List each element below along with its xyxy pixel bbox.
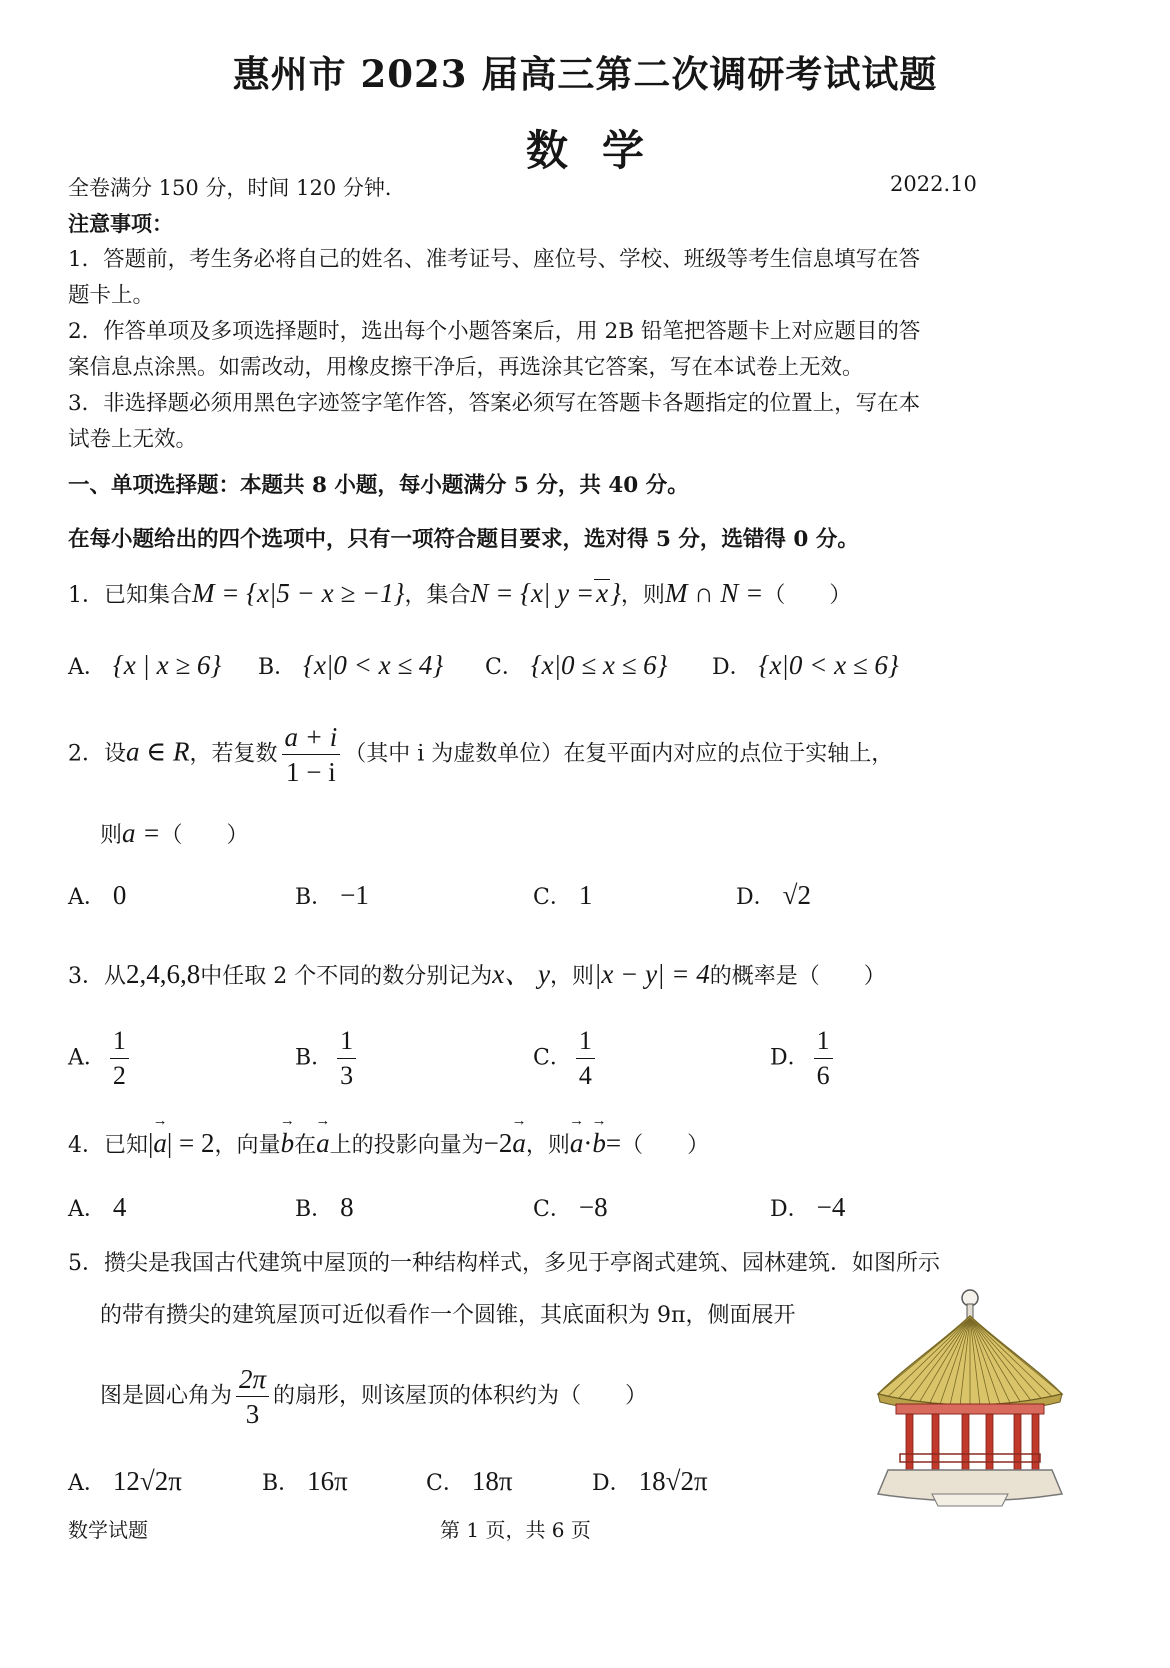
q4-stem: 在 — [294, 1133, 317, 1158]
option-label: C． — [426, 1471, 465, 1496]
q4-vector-b: → b — [592, 1128, 606, 1159]
option-value: 8 — [340, 1192, 354, 1222]
section-instruction: 在每小题给出的四个选项中，只有一项符合题目要求，选对得 5 分，选错得 0 分。 — [68, 527, 859, 552]
option-value: 18π — [471, 1466, 513, 1496]
q3-option-a[interactable] — [68, 1026, 133, 1091]
q2-stem: （其中 i 为虚数单位）在复平面内对应的点位于实轴上， — [344, 741, 894, 767]
q5-option-a[interactable] — [68, 1466, 182, 1497]
fraction-numerator: 1 — [110, 1026, 129, 1059]
q4-paren: （ ） — [621, 1133, 710, 1158]
q2-option-a[interactable] — [68, 880, 126, 911]
option-label: A． — [68, 1471, 106, 1496]
q3-option-d[interactable] — [770, 1026, 837, 1091]
q4-vector-b: → b — [281, 1128, 295, 1159]
q4-vector-a: → a — [512, 1128, 526, 1159]
q3-stem: 的概率是 — [709, 964, 798, 989]
option-label: B． — [295, 1197, 334, 1222]
question-5: 5．攒尖是我国古代建筑中屋顶的一种结构样式，多见于亭阁式建筑、园林建筑．如图所示 — [68, 1251, 941, 1276]
option-value: 4 — [112, 1192, 127, 1222]
q2-fraction — [282, 722, 341, 787]
fraction-denominator: 4 — [578, 1061, 592, 1090]
q2-stem: 则 — [100, 823, 123, 848]
option-value: 16π — [307, 1466, 348, 1496]
option-label: C． — [485, 655, 524, 680]
fraction-numerator: 1 — [337, 1026, 356, 1059]
q1-set-n: N = {x| y = — [470, 578, 595, 608]
option-label: D． — [770, 1045, 810, 1071]
option-label: A． — [68, 1045, 106, 1071]
q2-option-c[interactable] — [533, 880, 592, 911]
q4-vector-a: → a — [570, 1128, 584, 1159]
notice-line: 3．非选择题必须用黑色字迹签字笔作答，答案必须写在答题卡各题指定的位置上，写在本 — [68, 391, 921, 416]
q2-expr: a = — [122, 818, 161, 848]
q5-option-c[interactable] — [426, 1466, 512, 1497]
q3-paren: （ ） — [797, 964, 886, 989]
option-value: −4 — [816, 1192, 846, 1222]
question-2 — [68, 722, 893, 787]
option-label: A． — [68, 1197, 106, 1222]
option-fraction — [337, 1026, 356, 1091]
q4-option-c[interactable] — [533, 1192, 608, 1223]
option-label: C． — [533, 1045, 572, 1071]
q4-stem: 上的投影向量为 — [329, 1133, 484, 1158]
subject-title: 数学 — [525, 126, 678, 175]
pavilion-illustration — [870, 1282, 1070, 1510]
option-label: D． — [712, 655, 752, 680]
q3-vars: x、 y — [492, 959, 550, 989]
q4-vector-a: → a — [153, 1128, 167, 1159]
option-fraction — [110, 1026, 129, 1091]
q4-stem: ，则 — [525, 1133, 570, 1158]
exam-date: 2022.10 — [890, 172, 977, 196]
option-label: B． — [295, 885, 334, 910]
option-label: C． — [533, 1197, 572, 1222]
question-5-line3 — [100, 1364, 647, 1429]
eave-beam — [896, 1404, 1044, 1414]
q3-option-c[interactable] — [533, 1026, 599, 1091]
q1-sqrt-x: x — [596, 578, 609, 608]
q1-stem: ，集合 — [404, 583, 471, 608]
q2-stem: ，若复数 — [189, 741, 278, 767]
option-value: 0 — [112, 880, 127, 910]
q1-stem: ，则 — [620, 583, 665, 608]
option-value: √2 — [782, 880, 811, 910]
section-title: 一、单项选择题：本题共 8 小题，每小题满分 5 分，共 40 分。 — [68, 473, 689, 498]
q5-stem: 的扇形，则该屋顶的体积约为 — [273, 1383, 560, 1409]
q4-stem: 4．已知 — [68, 1133, 148, 1158]
q1-set-m: M = {x|5 − x ≥ −1} — [192, 578, 405, 608]
q5-stem: 图是圆心角为 — [100, 1383, 233, 1409]
question-3 — [68, 952, 886, 991]
option-label: B． — [262, 1471, 301, 1496]
q4-option-a[interactable] — [68, 1192, 126, 1223]
option-value: −1 — [340, 880, 369, 910]
option-label: D． — [770, 1197, 810, 1222]
page-number: 第 1 页，共 6 页 — [440, 1518, 591, 1542]
q4-dot: · — [583, 1128, 593, 1158]
option-label: B． — [295, 1045, 334, 1071]
q1-paren: （ ） — [763, 583, 852, 608]
q2-cond: a ∈ R — [126, 736, 190, 767]
option-value: 18√2π — [638, 1466, 708, 1496]
fraction-denominator: 2 — [112, 1061, 126, 1090]
base-steps — [932, 1494, 1008, 1506]
option-fraction — [814, 1026, 833, 1091]
q1-expr: M ∩ N = — [664, 578, 764, 608]
fraction-numerator: a + i — [282, 722, 341, 755]
notice-line: 题卡上。 — [68, 283, 155, 308]
fraction-denominator: 3 — [245, 1399, 260, 1429]
q1-option-b[interactable] — [258, 650, 443, 681]
q3-stem: ，则 — [549, 964, 594, 989]
option-value: {x|0 ≤ x ≤ 6} — [530, 650, 668, 680]
exam-title: 惠州市 2023 届高三第二次调研考试试题 — [232, 52, 938, 96]
q3-stem: 3．从 — [68, 964, 126, 989]
q1-set-n-close: } — [610, 578, 621, 608]
option-label: B． — [258, 655, 297, 680]
q5-fraction — [236, 1364, 269, 1429]
q2-paren: （ ） — [160, 823, 249, 848]
notice-line: 试卷上无效。 — [68, 427, 198, 452]
option-value: {x|0 < x ≤ 4} — [303, 650, 444, 680]
option-label: A． — [68, 655, 106, 680]
option-label: D． — [736, 885, 776, 910]
option-value: {x | x ≥ 6} — [112, 650, 222, 680]
question-2-line2 — [100, 818, 249, 849]
q4-cond: | = 2 — [166, 1128, 215, 1158]
q3-option-b[interactable] — [295, 1026, 360, 1091]
option-value: 12√2π — [112, 1466, 182, 1496]
q1-option-a[interactable] — [68, 650, 221, 681]
q3-expr: |x − y| = 4 — [593, 959, 710, 989]
option-label: A． — [68, 885, 106, 910]
q4-vector-a: → a — [316, 1128, 330, 1159]
fraction-numerator: 1 — [814, 1026, 833, 1059]
q2-option-d[interactable] — [736, 880, 811, 911]
notice-line: 2．作答单项及多项选择题时，选出每个小题答案后，用 2B 铅笔把答题卡上对应题目的答 — [68, 319, 921, 344]
fraction-denominator: 1 − i — [286, 757, 336, 787]
option-fraction — [576, 1026, 595, 1091]
option-value: −8 — [578, 1192, 608, 1222]
notice-line: 案信息点涂黑。如需改动，用橡皮擦干净后，再选涂其它答案，写在本试卷上无效。 — [68, 355, 864, 380]
exam-info: 全卷满分 150 分，时间 120 分钟． — [68, 176, 406, 200]
fraction-denominator: 6 — [816, 1061, 830, 1090]
fraction-numerator: 1 — [576, 1026, 595, 1059]
q4-projection-coef: −2 — [483, 1128, 513, 1158]
option-label: C． — [533, 885, 572, 910]
question-5-line2: 的带有攒尖的建筑屋顶可近似看作一个圆锥，其底面积为 9π，侧面展开 — [100, 1303, 796, 1328]
q4-equals: = — [605, 1128, 622, 1158]
notice-heading: 注意事项： — [68, 211, 173, 236]
q5-paren: （ ） — [559, 1383, 648, 1409]
q4-stem: ，向量 — [214, 1133, 281, 1158]
q2-option-b[interactable] — [295, 880, 369, 911]
q1-stem: 1．已知集合 — [68, 583, 192, 608]
q2-stem: 2．设 — [68, 741, 126, 767]
fraction-numerator: 2π — [236, 1364, 269, 1397]
q4-option-d[interactable] — [770, 1192, 845, 1223]
notice-line: 1．答题前，考生务必将自己的姓名、准考证号、座位号、学校、班级等考生信息填写在答 — [68, 247, 921, 272]
q1-option-c[interactable] — [485, 650, 667, 681]
q4-option-b[interactable] — [295, 1192, 354, 1223]
option-value: {x|0 < x ≤ 6} — [758, 650, 899, 680]
q3-set: 2,4,6,8 — [126, 959, 201, 989]
question-1 — [68, 578, 851, 609]
q4-abs-bar: | — [148, 1128, 154, 1158]
option-label: D． — [592, 1471, 632, 1496]
q1-option-d[interactable] — [712, 650, 899, 681]
question-4 — [68, 1128, 709, 1159]
q3-stem: 中任取 2 个不同的数分别记为 — [200, 964, 493, 989]
option-value: 1 — [578, 880, 593, 910]
q5-option-d[interactable] — [592, 1466, 708, 1497]
q5-option-b[interactable] — [262, 1466, 348, 1497]
fraction-denominator: 3 — [340, 1061, 354, 1090]
footer-subject: 数学试题 — [68, 1518, 148, 1542]
